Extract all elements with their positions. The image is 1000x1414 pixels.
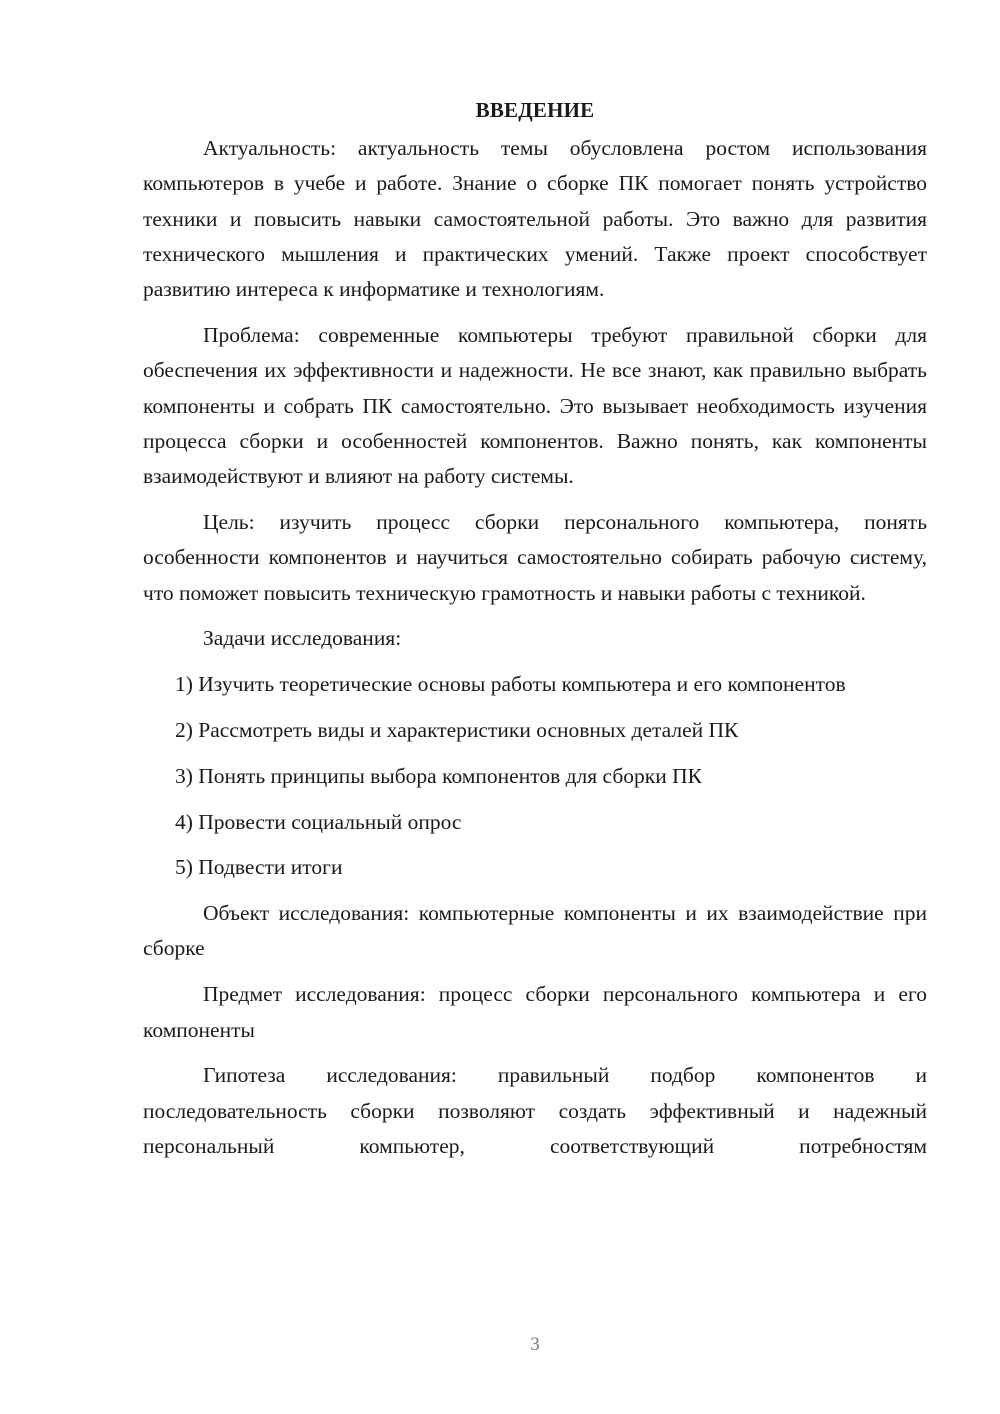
paragraph-tasks-title: Задачи исследования: xyxy=(203,626,402,651)
section-heading: ВВЕДЕНИЕ xyxy=(475,98,595,122)
page-number: 3 xyxy=(530,1334,540,1355)
task-item-2: 2) Рассмотреть виды и характеристики основных деталей ПК xyxy=(175,717,739,742)
page-content xyxy=(143,93,927,1164)
paragraph-subject: Предмет исследования: процесс сборки персонального компьютера и его компоненты xyxy=(143,982,927,1042)
paragraph-object: Объект исследования: компьютерные компоненты и их взаимодействие при сборке xyxy=(143,901,927,961)
task-item-3: 3) Понять принципы выбора компонентов для сборки ПК xyxy=(175,763,702,788)
paragraph-goal: Цель: изучить процесс сборки персонального компьютера, понять особенности компонентов и научиться самостоятельно собирать рабочую систему, что поможет повысить техническую грамотность и навыки работы с техникой. xyxy=(143,509,927,605)
paragraph-hypothesis: Гипотеза исследования: правильный подбор компонентов и последовательность сборки позволяют создать эффективный и надежный персональный компьютер, соответствующий потребностям xyxy=(143,1063,927,1158)
task-item-5: 5) Подвести итоги xyxy=(175,855,343,880)
paragraph-relevance: Актуальность: актуальность темы обусловлена ростом использования компьютеров в учебе и работе. Знание о сборке ПК помогает понять устройство техники и повысить навыки самостоятельной работы. Это важно для развития технического мышления и практических умений. Также проект способствует развитию интереса к информатике и технологиям. xyxy=(143,136,927,302)
paragraph-problem: Проблема: современные компьютеры требуют правильной сборки для обеспечения их эффективности и надежности. Не все знают, как правильно выбрать компоненты и собрать ПК самостоятельно. Это вызывает необходимость изучения процесса сборки и особенностей компонентов. Важно понять, как компоненты взаимодействуют и влияют на работу системы. xyxy=(143,322,927,489)
task-item-4: 4) Провести социальный опрос xyxy=(175,809,462,834)
task-item-1: 1) Изучить теоретические основы работы компьютера и его компонентов xyxy=(175,672,846,697)
